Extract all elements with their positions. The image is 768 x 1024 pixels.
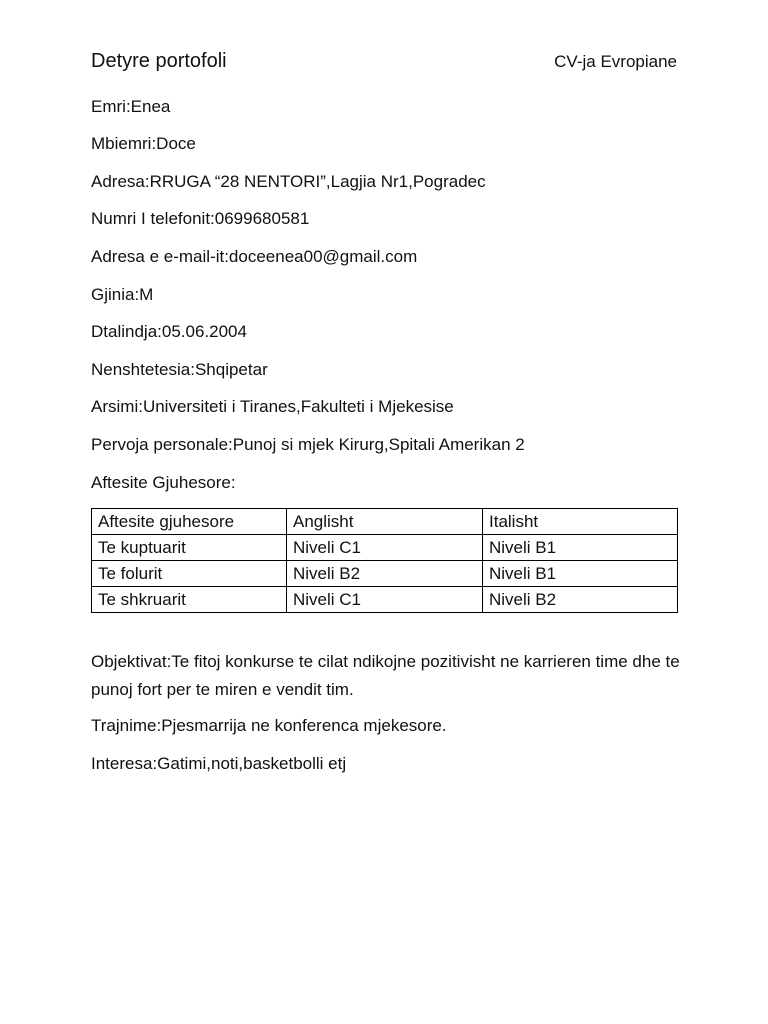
table-row [92,587,678,613]
section-trajnime: Trajnime:Pjesmarrija ne konferenca mjekesore. [91,716,447,735]
field-aftesite-label: Aftesite Gjuhesore: [91,473,236,492]
field-adresa: Adresa:RRUGA “28 NENTORI”,Lagjia Nr1,Pogradec [91,172,486,191]
table-header-cell: Italisht [483,509,678,535]
field-nenshtetesia: Nenshtetesia:Shqipetar [91,360,268,379]
field-mbiemri: Mbiemri:Doce [91,134,196,153]
language-skills-table [91,508,678,613]
field-pervoja: Pervoja personale:Punoj si mjek Kirurg,Spitali Amerikan 2 [91,435,525,454]
section-interesa: Interesa:Gatimi,noti,basketbolli etj [91,754,347,773]
table-cell: Niveli B1 [483,561,678,587]
table-header-row [92,509,678,535]
document-subtitle: CV-ja Evropiane [554,52,677,71]
table-cell: Niveli B1 [483,535,678,561]
field-datelindja: Dtalindja:05.06.2004 [91,322,247,341]
field-email: Adresa e e-mail-it:doceenea00@gmail.com [91,247,418,266]
table-cell: Te folurit [92,561,287,587]
table-cell: Niveli B2 [287,561,483,587]
table-cell: Niveli C1 [287,587,483,613]
table-row [92,535,678,561]
document-title: Detyre portofoli [91,50,227,72]
table-header-cell: Anglisht [287,509,483,535]
table-cell: Te shkruarit [92,587,287,613]
section-objektivat: Objektivat:Te fitoj konkurse te cilat ndikojne pozitivisht ne karrieren time dhe te punoj fort per te miren e vendit tim. [91,652,680,699]
table-cell: Niveli B2 [483,587,678,613]
field-telefoni: Numri I telefonit:0699680581 [91,209,310,228]
table-row [92,561,678,587]
table-cell: Niveli C1 [287,535,483,561]
field-gjinia: Gjinia:M [91,285,154,304]
table-cell: Te kuptuarit [92,535,287,561]
field-emri: Emri:Enea [91,97,171,116]
field-arsimi: Arsimi:Universiteti i Tiranes,Fakulteti i Mjekesise [91,397,454,416]
table-header-cell: Aftesite gjuhesore [92,509,287,535]
